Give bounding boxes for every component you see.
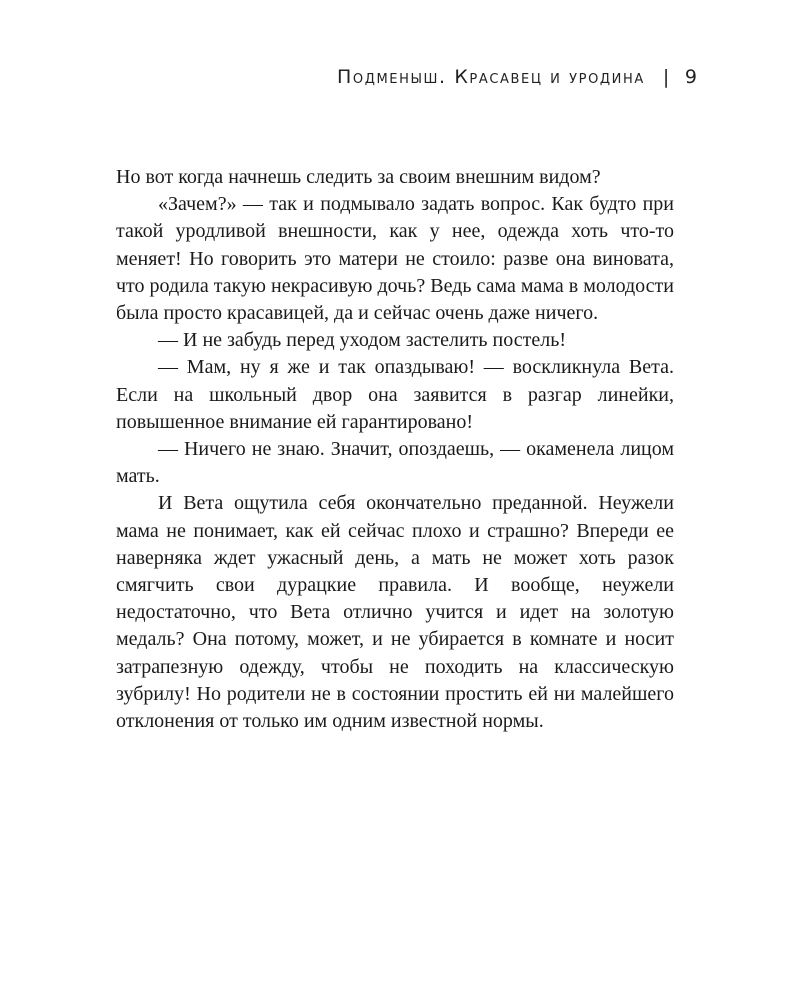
paragraph: — Ничего не знаю. Значит, опоздаешь, — окаменела лицом мать. (116, 438, 674, 488)
paragraph: Но вот когда начнешь следить за своим внешним видом? (116, 166, 601, 188)
body-text (116, 164, 674, 735)
paragraph: «Зачем?» — так и подмывало задать вопрос. Как будто при такой уродливой внешности, как у нее, одежда хоть что-то меняет! Но говорить это матери не стоило: разве она виновата, что родила такую некрасивую дочь? Ведь сама мама в молодости была просто красавицей, да и сейчас очень даже ничего. (116, 193, 674, 325)
paragraph: И Вета ощутила себя окончательно преданной. Неужели мама не понимает, как ей сейчас плохо и страшно? Впереди ее наверняка ждет ужасный день, а мать не может хоть разок смягчить свои дурацкие правила. И вообще, неужели недостаточно, что Вета отлично учится и идет на золотую медаль? Она потому, может, и не убирается в комнате и носит затрапезную одежду, чтобы не походить на классическую зубрилу! Но родители не в состоянии простить ей ни малейшего отклонения от только им одним известной нормы. (116, 492, 674, 733)
running-head-separator: | (662, 66, 671, 88)
running-head-title: Подменыш. Красавец и уродина (336, 66, 645, 88)
paragraph: — Мам, ну я же и так опаздываю! — воскликнула Вета. Если на школьный двор она заявится в разгар линейки, повышенное внимание ей гарантировано! (116, 356, 674, 433)
paragraph: — И не забудь перед уходом застелить постель! (158, 329, 567, 352)
running-head (337, 66, 697, 88)
page-number: 9 (684, 66, 697, 88)
